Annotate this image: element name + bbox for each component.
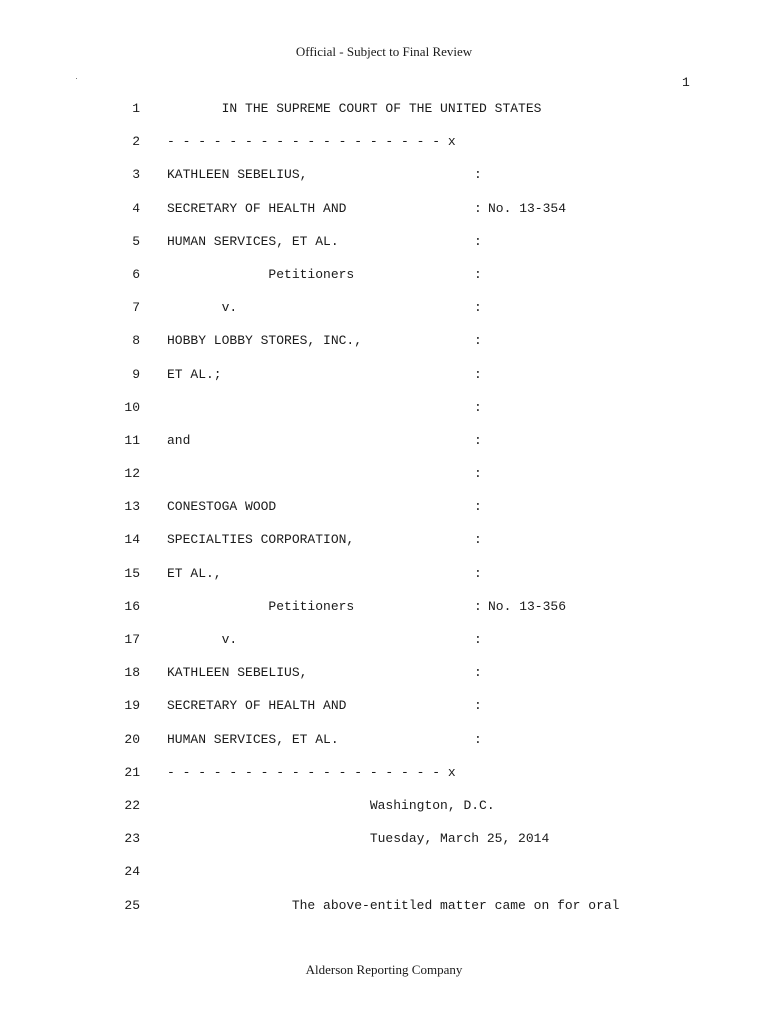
line-number: 6 — [132, 266, 140, 282]
line-number: 17 — [124, 632, 140, 647]
line-text: HUMAN SERVICES, ET AL. — [167, 233, 339, 249]
transcript-line — [0, 566, 768, 599]
line-text: CONESTOGA WOOD — [167, 499, 277, 515]
caption-colon: : — [474, 598, 482, 614]
transcript-line — [0, 831, 768, 864]
line-text: ET AL.; — [167, 366, 222, 382]
caption-colon: : — [474, 499, 482, 515]
transcript-line — [0, 466, 768, 499]
transcript-line — [0, 732, 768, 765]
line-number: 12 — [124, 466, 140, 482]
line-number: 8 — [132, 333, 140, 349]
line-number: 5 — [132, 233, 140, 249]
line-text: HUMAN SERVICES, ET AL. — [167, 731, 339, 747]
line-number: 10 — [124, 399, 140, 415]
caption-colon: : — [474, 233, 482, 249]
line-text: KATHLEEN SEBELIUS, — [167, 665, 308, 681]
page-header: Official - Subject to Final Review — [295, 44, 473, 59]
transcript-line — [0, 765, 768, 798]
transcript-line — [0, 698, 768, 731]
page-number: 1 — [682, 75, 690, 90]
line-number: 15 — [124, 565, 140, 581]
caption-colon: : — [474, 665, 482, 681]
line-number: 14 — [124, 532, 140, 548]
transcript-line — [0, 167, 768, 200]
caption-colon: : — [474, 698, 482, 714]
line-number: 4 — [132, 200, 140, 216]
caption-colon: : — [474, 432, 482, 448]
line-number: 20 — [124, 731, 140, 747]
caption-colon: : — [474, 532, 482, 548]
line-text: Tuesday, March 25, 2014 — [167, 831, 550, 847]
line-number: 7 — [132, 300, 140, 316]
caption-colon: : — [474, 731, 482, 747]
line-text: SECRETARY OF HEALTH AND — [167, 200, 347, 216]
transcript-line — [0, 201, 768, 234]
caption-colon: : — [474, 200, 482, 216]
line-number: 16 — [124, 598, 140, 614]
line-number: 24 — [124, 864, 140, 880]
line-number: 23 — [124, 831, 140, 847]
line-number: 18 — [124, 665, 140, 681]
line-text: IN THE SUPREME COURT OF THE UNITED STATES — [167, 101, 542, 116]
line-text: HOBBY LOBBY STORES, INC., — [167, 333, 363, 349]
line-number: 9 — [132, 366, 140, 382]
line-number: 3 — [132, 167, 140, 183]
docket-number: No. 13-356 — [488, 598, 567, 614]
line-number: 22 — [124, 797, 140, 813]
caption-colon: : — [474, 399, 482, 415]
transcript-line — [0, 234, 768, 267]
line-text: v. — [167, 300, 238, 316]
line-text: Petitioners — [167, 266, 355, 282]
transcript-lines — [0, 101, 768, 931]
caption-colon: : — [474, 565, 482, 581]
transcript-line — [0, 798, 768, 831]
caption-colon: : — [474, 333, 482, 349]
caption-colon: : — [474, 632, 482, 647]
line-text: The above-entitled matter came on for oral — [167, 897, 620, 913]
caption-colon: : — [474, 366, 482, 382]
transcript-line — [0, 267, 768, 300]
transcript-line — [0, 499, 768, 532]
line-number: 25 — [124, 897, 140, 913]
transcript-line — [0, 134, 768, 167]
transcript-line — [0, 433, 768, 466]
line-text: SPECIALTIES CORPORATION, — [167, 532, 355, 548]
transcript-line — [0, 632, 768, 665]
line-number: 13 — [124, 499, 140, 515]
caption-colon: : — [474, 167, 482, 183]
transcript-line — [0, 665, 768, 698]
transcript-line — [0, 400, 768, 433]
transcript-line — [0, 898, 768, 931]
line-number: 21 — [124, 764, 140, 780]
caption-colon: : — [474, 266, 482, 282]
transcript-line — [0, 101, 768, 134]
line-text: Washington, D.C. — [167, 797, 495, 813]
transcript-line — [0, 333, 768, 366]
scan-speck — [76, 78, 77, 79]
line-text: SECRETARY OF HEALTH AND — [167, 698, 347, 714]
caption-colon: : — [474, 300, 482, 316]
line-text: Petitioners — [167, 598, 355, 614]
transcript-line — [0, 532, 768, 565]
caption-colon: : — [474, 466, 482, 482]
line-text: KATHLEEN SEBELIUS, — [167, 167, 308, 183]
line-number: 19 — [124, 698, 140, 714]
line-text: v. — [167, 632, 238, 647]
transcript-line — [0, 300, 768, 333]
line-text: and — [167, 432, 191, 448]
line-text: - - - - - - - - - - - - - - - - - - x — [167, 134, 456, 150]
docket-number: No. 13-354 — [488, 200, 567, 216]
transcript-line — [0, 864, 768, 897]
line-number: 1 — [132, 101, 140, 116]
line-number: 11 — [124, 432, 140, 448]
page-footer: Alderson Reporting Company — [305, 962, 463, 977]
transcript-line — [0, 367, 768, 400]
line-text: ET AL., — [167, 565, 222, 581]
transcript-line — [0, 599, 768, 632]
line-number: 2 — [132, 134, 140, 150]
line-text: - - - - - - - - - - - - - - - - - - x — [167, 764, 456, 780]
